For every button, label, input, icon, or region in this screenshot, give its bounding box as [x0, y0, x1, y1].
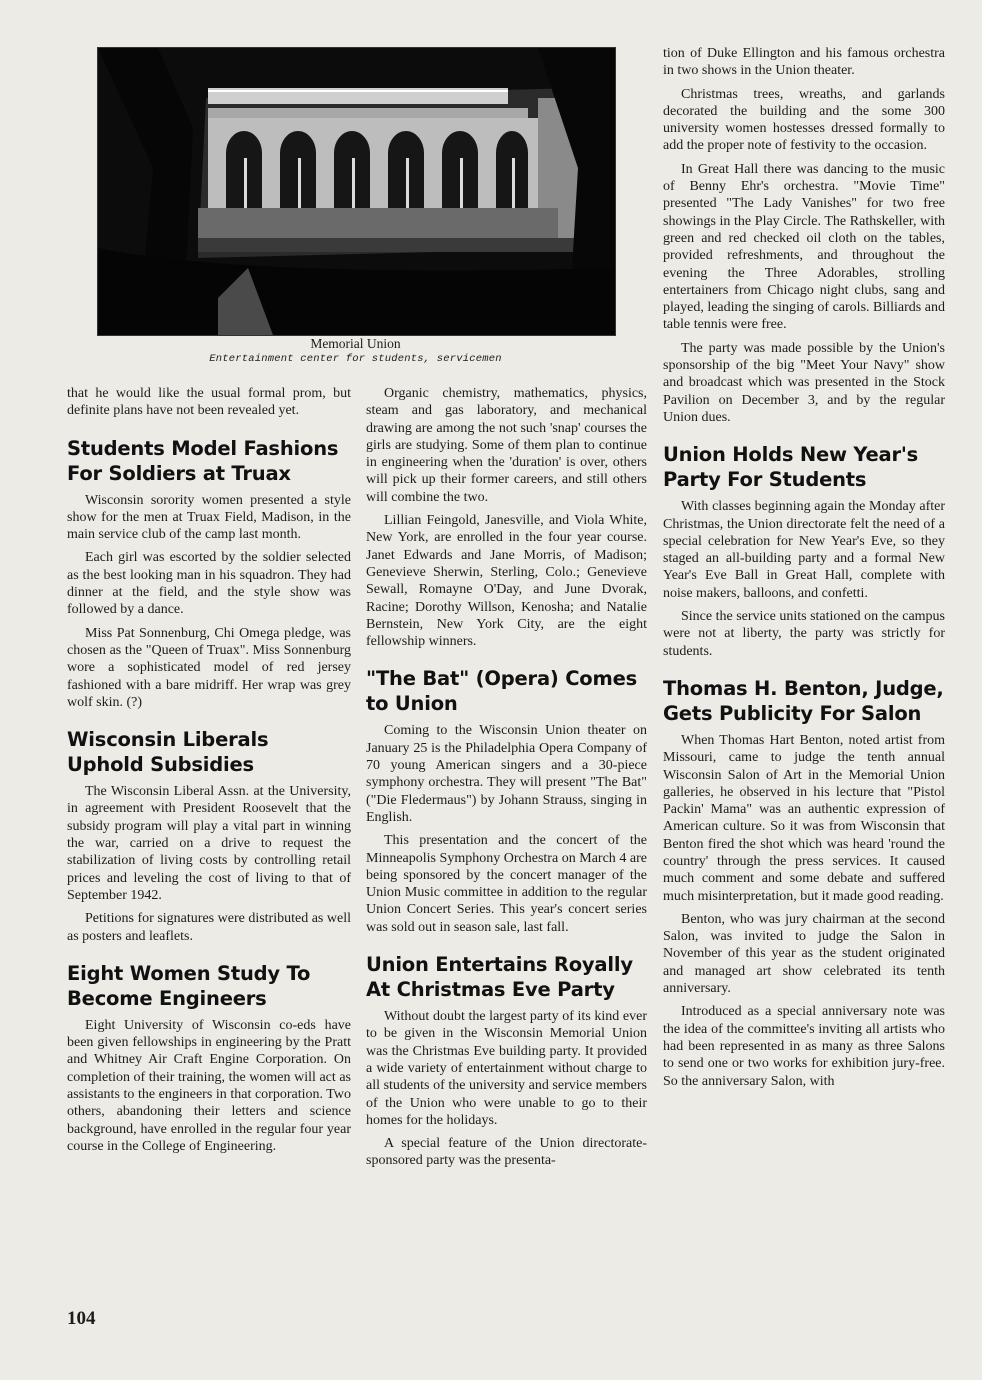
- article-paragraph: Wisconsin sorority women presented a style show for the men at Truax Field, Madison, in the main service club of the camp last month.: [67, 492, 351, 543]
- article-paragraph: When Thomas Hart Benton, noted artist from Missouri, came to judge the tenth annual Wisconsin Salon of Art in the Memorial Union galleries, he observed in his lecture that "Pistol Packin' Mama" was an authentic expression of American culture. So it was from Wisconsin that Benton fired the shot which was heard 'round the country' through the press services. It caused much comment and some debate and suffered much misinterpretation, but it made good reading.: [663, 732, 945, 904]
- article-paragraph: tion of Duke Ellington and his famous orchestra in two shows in the Union theater.: [663, 46, 945, 79]
- article-paragraph: Each girl was escorted by the soldier selected as the best looking man in his squadron. They had dinner at the field, and the style show was followed by a dance.: [67, 550, 351, 618]
- article-headline: Wisconsin Liberals Uphold Subsidies: [67, 728, 269, 777]
- article-paragraph: A special feature of the Union directorate-sponsored party was the presenta-: [366, 1136, 647, 1169]
- article-paragraph: This presentation and the concert of the Minneapolis Symphony Orchestra on March 4 are being sponsored by the concert manager of the Union Music committee in addition to the regular Union Concert Series. This year's concert series was sold out in season sale, last fall.: [366, 833, 647, 935]
- article-paragraph: Coming to the Wisconsin Union theater on January 25 is the Philadelphia Opera Company of 70 young American singers and a 30-piece symphony orchestra. They will present "The Bat" ("Die Fledermaus") by Johann Strauss, singing in English.: [366, 723, 647, 825]
- article-paragraph: Benton, who was jury chairman at the second Salon, was invited to judge the Salon in November of this year as the student originated and managed art show celebrated its tenth anniversary.: [663, 911, 945, 997]
- article-paragraph: The party was made possible by the Union's sponsorship of the big "Meet Your Navy" show and broadcast which was presented in the Stock Pavilion on December 3, and by the regular Union dues.: [663, 340, 945, 425]
- article-paragraph: that he would like the usual formal prom, but definite plans have not been revealed yet.: [67, 386, 351, 419]
- article-paragraph: With classes beginning again the Monday after Christmas, the Union directorate felt the need of a special celebration for New Year's Eve, so they staged an all-building party and a formal New Year's Eve Ball in Great Hall, complete with noise makers, balloons, and confetti.: [663, 499, 945, 601]
- article-paragraph: In Great Hall there was dancing to the music of Benny Ehr's orchestra. "Movie Time" presented "The Lady Vanishes" for two free showings in the Play Circle. The Rathskeller, with green and red checked oil cloth on the tables, provided refreshments, and throughout the evening the Three Adorables, strolling entertainers from Chicago night clubs, sang and played, leading the singing of carols. Billiards and table tennis were free.: [663, 161, 945, 333]
- photo-caption-title: Memorial Union: [310, 336, 401, 351]
- article-headline: "The Bat" (Opera) Comes to Union: [366, 667, 638, 716]
- article-paragraph: Christmas trees, wreaths, and garlands decorated the building and the some 300 university women hostesses dressed formally to add the proper note of festivity to the occasion.: [663, 86, 945, 154]
- article-headline: Union Entertains Royally At Christmas Eve Party: [366, 953, 633, 1002]
- article-headline: Union Holds New Year's Party For Students: [663, 443, 919, 492]
- article-paragraph: Introduced as a special anniversary note was the idea of the committee's inviting all artists who had been represented in as many as three Salons to send one or two works for exhibition jury-free. So the anniversary Salon, with: [663, 1004, 945, 1089]
- article-paragraph: The Wisconsin Liberal Assn. at the University, in agreement with President Roosevelt that the subsidy program will play a vital part in winning the war, carried on a drive to request the stabilization of living costs by controlling retail prices and leveling the cost of living to that of September 1942.: [67, 784, 351, 903]
- article-paragraph: Petitions for signatures were distributed as well as posters and leaflets.: [67, 911, 351, 944]
- article-headline: Thomas H. Benton, Judge, Gets Publicity For Salon: [663, 676, 944, 725]
- column-left: [67, 385, 351, 1161]
- article-paragraph: Without doubt the largest party of its kind ever to be given in the Wisconsin Memorial Union was the Christmas Eve building party. It provided a wide variety of entertainment without charge to all students of the university and service members of the Union who were unable to go to their homes for the holidays.: [366, 1009, 647, 1128]
- column-middle: [366, 385, 647, 1176]
- column-right: [663, 45, 945, 1096]
- page-number: 104: [67, 1308, 96, 1329]
- article-paragraph: Since the service units stationed on the campus were not at liberty, the party was strictly for students.: [663, 609, 945, 659]
- article-paragraph: Eight University of Wisconsin co-eds have been given fellowships in engineering by the Pratt and Whitney Air Craft Engine Corporation. On completion of their training, the women will act as assistants to the engineers in that corporation. Two others, abandoning their letters and science background, have enrolled in the regular four year course in the College of Engineering.: [67, 1017, 351, 1154]
- article-paragraph: Organic chemistry, mathematics, physics, steam and gas laboratory, and mechanical drawing are among the not such 'snap' courses the girls are studying. Some of them plan to continue in engineering when the 'duration' is over, others will pick up their former careers, and still others will combine the two.: [366, 386, 647, 505]
- memorial-union-photo: [97, 47, 616, 336]
- article-headline: Students Model Fashions For Soldiers at Truax: [67, 436, 339, 485]
- article-headline: Eight Women Study To Become Engineers: [67, 961, 311, 1010]
- photo-caption-subtitle: Entertainment center for students, servicemen: [209, 353, 502, 365]
- article-paragraph: Miss Pat Sonnenburg, Chi Omega pledge, was chosen as the "Queen of Truax". Miss Sonnenburg wore a sophisticated model of red jersey fashioned with a bare midriff. Her wrap was grey wolf skin. (?): [67, 625, 351, 710]
- article-paragraph: Lillian Feingold, Janesville, and Viola White, New York, are enrolled in the four year course. Janet Edwards and Jane Morris, of Madison; Genevieve Sherwin, Sterling, Colo.; Genevieve Sewall, Romayne O'Day, and June Dvorak, Racine; Dorothy Willson, Kenosha; and Natalie Bernstein, New York City, are the eight fellowship winners.: [366, 513, 647, 650]
